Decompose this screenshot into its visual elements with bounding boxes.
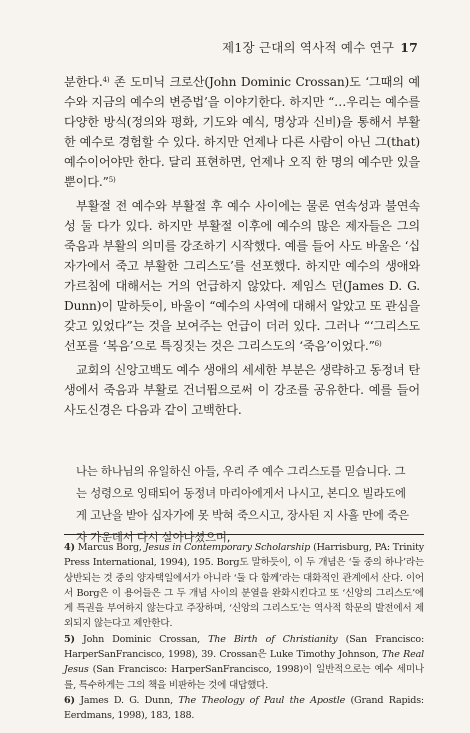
footnote-ref-6[interactable]: 6): [374, 340, 382, 348]
footnote-ref-5[interactable]: 5): [108, 176, 116, 184]
footnote-5: 5) John Dominic Crossan, The Birth of Christianity (San Francisco: HarperSanFrancisco, 1998), 39. Crossan은 Luke Timothy Johnson, The Real Jesus (San Francisco: HarperSanFrancisco, 1998)이 일반적으로는 예수 세미나를, 특수하게는 그의 책을 비판하는 것에 대답했다.: [64, 633, 424, 691]
footnotes: [64, 540, 424, 724]
paragraph-1: 분한다.$^{4)}$ 존 도미닉 크로산(John Dominic Crossan)도 ‘그때의 예수와 지금의 예수의 변증법’을 이야기한다. 하지만 “…우리는 예수를 다양한 방식(정의와 평화, 기도와 예식, 명상과 신비)을 통해서 부활한 예수로 경험할 수 있다. 하지만 언제나 다른 사람이 아닌 그(that) 예수이어야만 한다. 달리 표현하면, 언제나 오직 한 명의 예수만 있을 뿐이다.”$^{5)}$: [64, 75, 420, 189]
footnote-divider: [64, 534, 424, 535]
footnote-ref-4[interactable]: 4): [102, 76, 110, 84]
block-quote-creed: 나는 하나님의 유일하신 아들, 우리 주 예수 그리스도를 믿습니다. 그는 성령으로 잉태되어 동정녀 마리아에게서 나시고, 본디오 빌라도에게 고난을 받아 십자가에 못 박혀 죽으시고, 장사된 지 사흘 만에 죽은 자 가운데서 다시 살아나셨으며,: [76, 464, 409, 544]
running-header: [222, 38, 418, 56]
paragraph-3: 교회의 신앙고백도 예수 생애의 세세한 부분은 생략하고 동정녀 탄생에서 죽음과 부활로 건너뜀으로써 이 강조를 공유한다. 예를 들어 사도신경은 다음과 같이 고백한다.: [64, 363, 420, 417]
footnote-6: 6) James D. G. Dunn, The Theology of Paul the Apostle (Grand Rapids: Eerdmans, 1998), 183, 188.: [64, 694, 424, 722]
paragraph-2: 부활절 전 예수와 부활절 후 예수 사이에는 물론 연속성과 불연속성 둘 다가 있다. 하지만 부활절 이후에 예수의 많은 제자들은 그의 죽음과 부활의 의미를 강조하기 시작했다. 예를 들어 사도 바울은 ‘십자가에서 죽고 부활한 그리스도’를 선포했다. 하지만 예수의 생애와 가르침에 대해서는 거의 언급하지 않았다. 제임스 던(James D. G. Dunn)이 말하듯이, 바울이 “예수의 사역에 대해서 알았고 또 관심을 갖고 있었다”는 것을 보여주는 언급이 더러 있다. 그러나 “‘그리스도 선포를 ‘복음’으로 특징짓는 것은 그리스도의 ‘죽음’이었다.”$^{6)}$: [64, 199, 420, 353]
page-number: 17: [400, 40, 418, 55]
body-text: [64, 72, 420, 424]
footnote-4: 4) Marcus Borg, Jesus in Contemporary Scholarship (Harrisburg, PA: Trinity Press International, 1994), 195. Borg도 말하듯이, 이 두 개념은 ‘둘 중의 하나’라는 상반되는 것 중의 양자택일에서가 아니라 ‘둘 다 함께’라는 대화적인 관계에서 산다. 이어서 Borg은 이 용어들은 그 두 개념 사이의 분열을 완화시킨다고 또 ‘신앙의 그리스도’에게 특권을 부여하지 않는다고 주장하며, ‘신앙의 그리스도’는 역사적 학문의 발전에서 제외되지 않는다고 제안한다.: [64, 542, 424, 630]
chapter-title: 제1장 근대의 역사적 예수 연구: [222, 40, 395, 55]
